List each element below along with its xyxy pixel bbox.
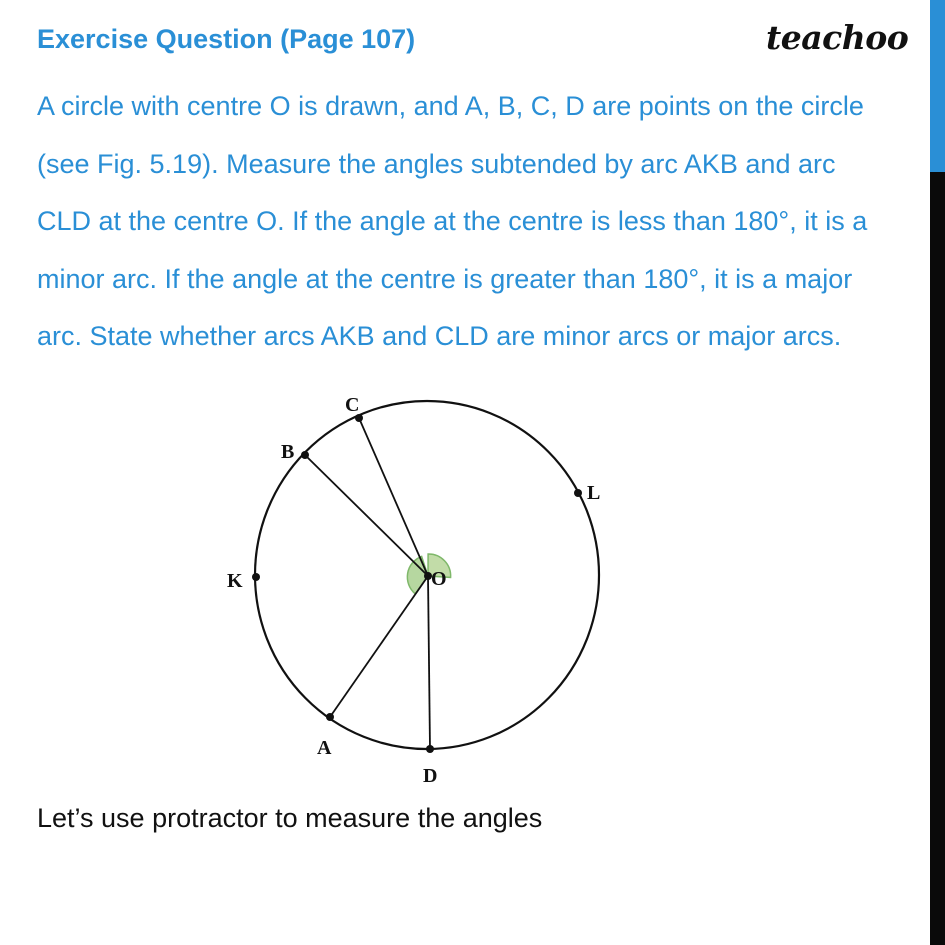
point-a (326, 713, 334, 721)
point-l (574, 489, 582, 497)
radius-oa (330, 576, 428, 717)
label-l: L (587, 482, 601, 504)
question-line: arc. State whether arcs AKB and CLD are minor arcs or major arcs. (37, 321, 842, 351)
point-d (426, 745, 434, 753)
radius-od (428, 576, 430, 749)
teachoo-logo: teachoo (766, 18, 909, 57)
label-c: C (345, 394, 360, 416)
label-k: K (227, 570, 243, 592)
question-line: A circle with centre O is drawn, and A, B, C, D are points on the circle (37, 91, 864, 121)
question-line: CLD at the centre O. If the angle at the centre is less than 180°, it is a (37, 206, 868, 236)
label-d: D (423, 765, 438, 787)
question-text (37, 78, 932, 366)
radius-ob (305, 455, 428, 576)
scrollbar-thumb[interactable] (930, 0, 945, 172)
circle-figure (0, 380, 930, 800)
question-line: minor arc. If the angle at the centre is greater than 180°, it is a major (37, 263, 853, 294)
point-k (252, 573, 260, 581)
label-o: O (431, 568, 447, 590)
page-title: Exercise Question (Page 107) (37, 24, 416, 54)
label-b: B (281, 441, 295, 463)
radius-oc (359, 418, 428, 576)
label-a: A (317, 737, 332, 759)
footer-text: Let’s use protractor to measure the angles (37, 803, 543, 833)
point-b (301, 451, 309, 459)
question-line: (see Fig. 5.19). Measure the angles subtended by arc AKB and arc (37, 148, 836, 179)
